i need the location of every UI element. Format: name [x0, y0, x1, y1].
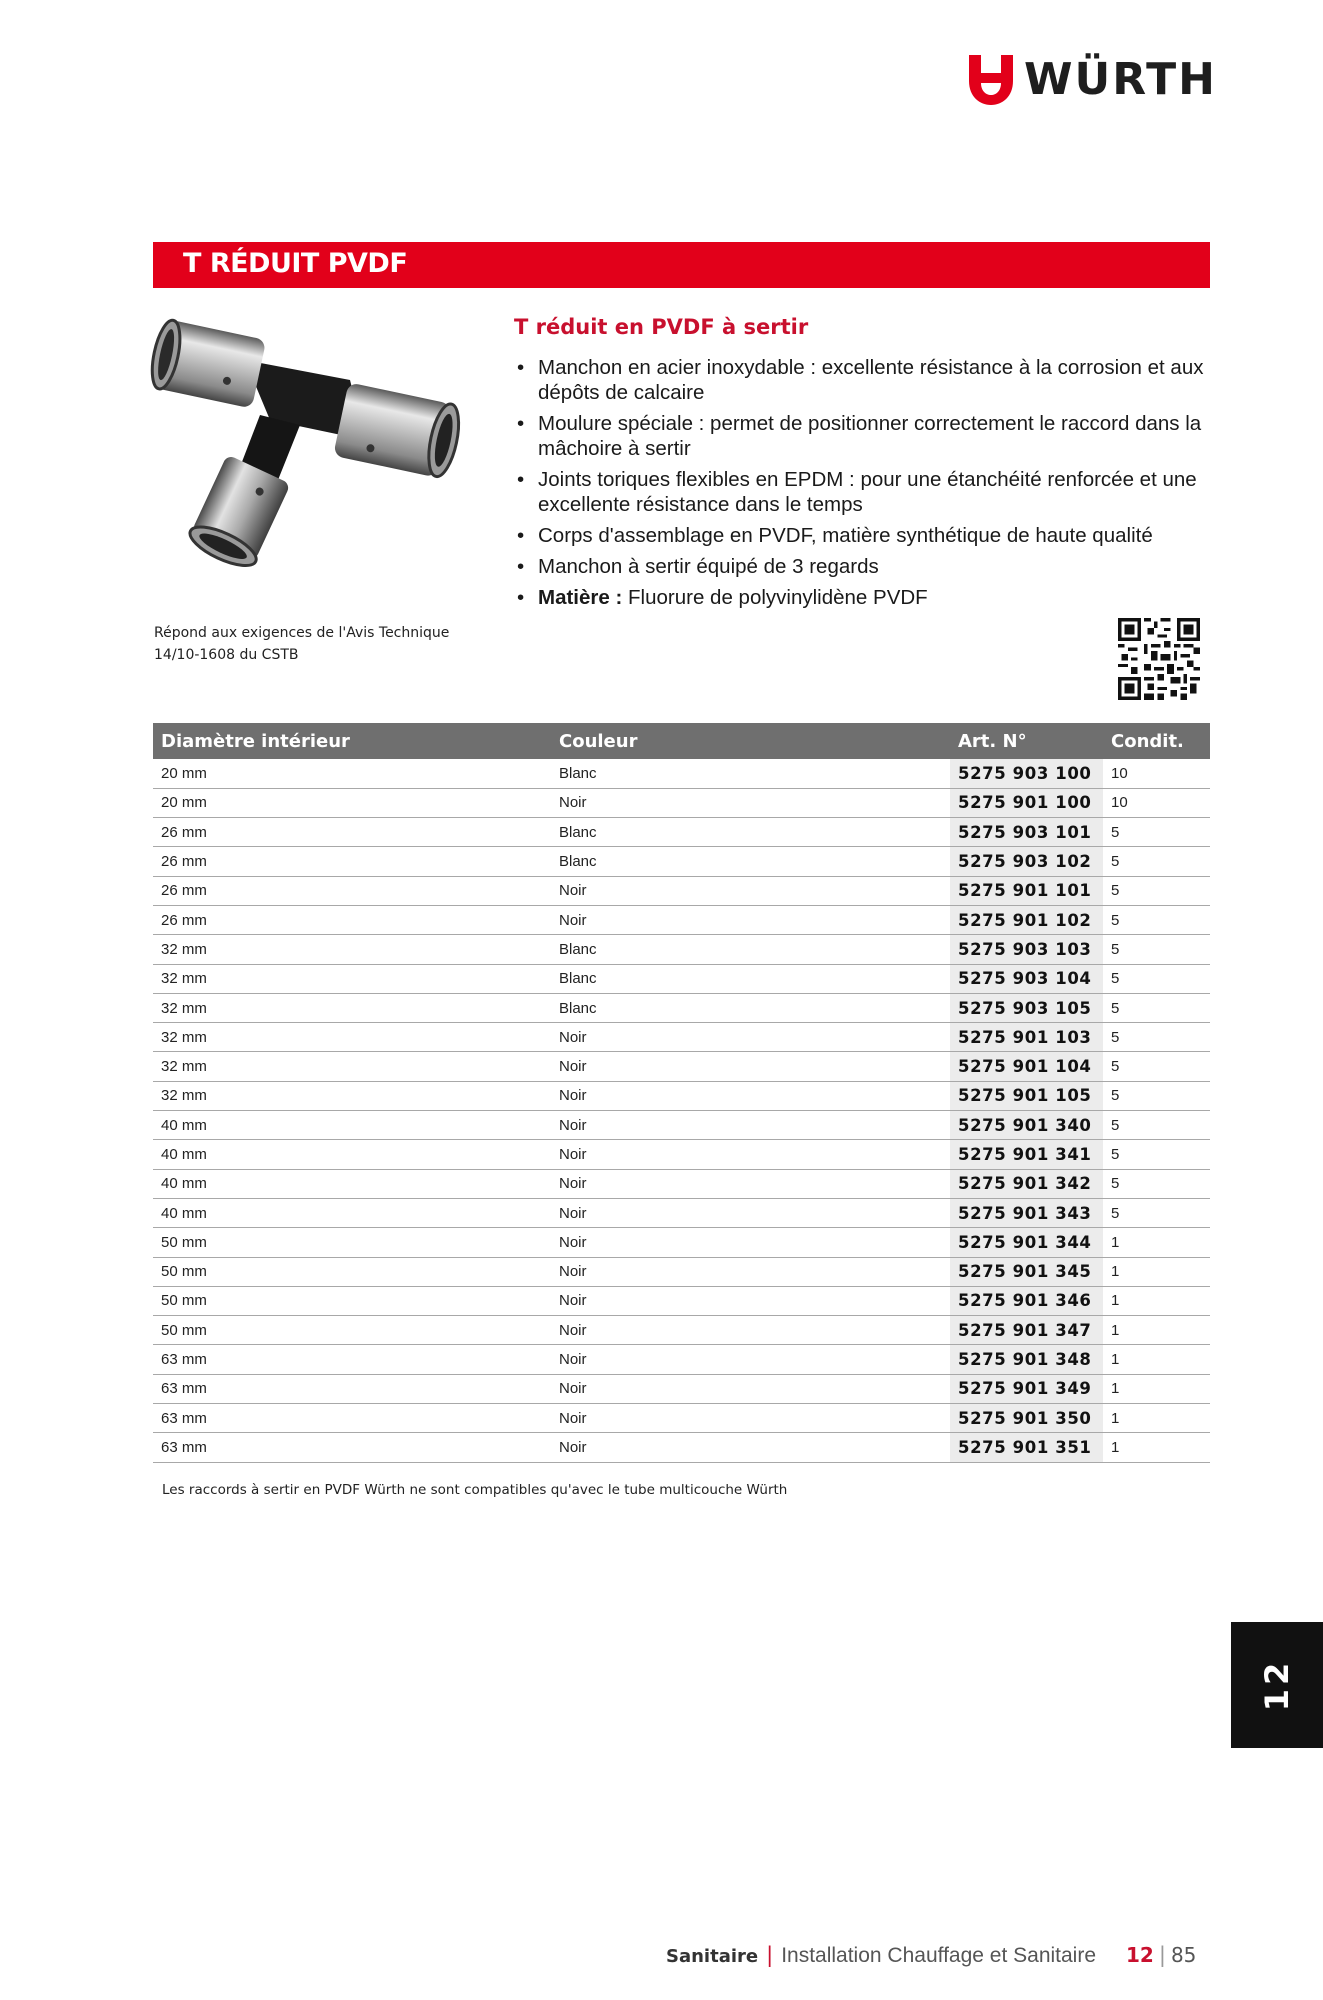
table-row: [153, 1316, 1210, 1345]
cell-color: Noir: [551, 1052, 950, 1081]
cell-color: Noir: [551, 1404, 950, 1433]
footer-page-number: 85: [1170, 1943, 1197, 1967]
cell-packaging: 1: [1103, 1316, 1210, 1345]
cell-packaging: 10: [1103, 788, 1210, 817]
cell-diameter: 40 mm: [153, 1169, 551, 1198]
wurth-logo-mark-icon: [966, 53, 1016, 107]
material-label: Matière :: [538, 586, 623, 609]
cell-article-number[interactable]: 5275 901 102: [950, 905, 1103, 934]
cell-packaging: 5: [1103, 1081, 1210, 1110]
wurth-logo: [966, 52, 1217, 108]
cell-article-number[interactable]: 5275 901 341: [950, 1140, 1103, 1169]
feature-item: • Corps d'assemblage en PVDF, matière synthétique de haute qualité: [514, 523, 1214, 548]
cell-color: Noir: [551, 1257, 950, 1286]
cell-color: Noir: [551, 905, 950, 934]
cell-color: Noir: [551, 1081, 950, 1110]
cell-packaging: 5: [1103, 1198, 1210, 1227]
cell-article-number[interactable]: 5275 901 349: [950, 1374, 1103, 1403]
table-row: [153, 993, 1210, 1022]
cell-packaging: 1: [1103, 1374, 1210, 1403]
cell-diameter: 50 mm: [153, 1228, 551, 1257]
feature-item-material: [514, 585, 1214, 610]
cell-packaging: 5: [1103, 1169, 1210, 1198]
table-row: [153, 788, 1210, 817]
article-table: [153, 723, 1210, 1463]
chapter-tab-number: 12: [1258, 1658, 1296, 1712]
cell-color: Noir: [551, 788, 950, 817]
footer-chapter: 12: [1126, 1943, 1154, 1967]
cell-diameter: 32 mm: [153, 935, 551, 964]
table-row: [153, 1286, 1210, 1315]
cell-article-number[interactable]: 5275 901 101: [950, 876, 1103, 905]
feature-item: • Manchon en acier inoxydable : excellente résistance à la corrosion et aux dépôts de calcaire: [514, 355, 1214, 405]
pvdf-tee-fitting-photo-icon: [150, 310, 490, 575]
qr-code-icon[interactable]: [1118, 618, 1200, 700]
cell-color: Noir: [551, 876, 950, 905]
table-row: [153, 1169, 1210, 1198]
cell-article-number[interactable]: 5275 903 101: [950, 818, 1103, 847]
table-row: [153, 876, 1210, 905]
cell-diameter: 50 mm: [153, 1286, 551, 1315]
footer-section: Sanitaire: [666, 1946, 759, 1967]
cell-color: Noir: [551, 1286, 950, 1315]
cell-article-number[interactable]: 5275 903 105: [950, 993, 1103, 1022]
table-row: [153, 818, 1210, 847]
col-header-packaging: Condit.: [1103, 723, 1210, 759]
cell-article-number[interactable]: 5275 901 342: [950, 1169, 1103, 1198]
cell-diameter: 40 mm: [153, 1198, 551, 1227]
cell-article-number[interactable]: 5275 903 100: [950, 759, 1103, 788]
cell-article-number[interactable]: 5275 903 104: [950, 964, 1103, 993]
cell-article-number[interactable]: 5275 901 100: [950, 788, 1103, 817]
chapter-tab[interactable]: [1231, 1622, 1323, 1748]
cell-color: Noir: [551, 1345, 950, 1374]
feature-item: • Joints toriques flexibles en EPDM : pour une étanchéité renforcée et une excellente résistance dans le temps: [514, 467, 1214, 517]
table-row: [153, 1345, 1210, 1374]
cell-color: Noir: [551, 1169, 950, 1198]
table-row: [153, 1404, 1210, 1433]
cell-packaging: 5: [1103, 964, 1210, 993]
section-title: T RÉDUIT PVDF: [183, 248, 408, 279]
table-row: [153, 1257, 1210, 1286]
cell-diameter: 63 mm: [153, 1345, 551, 1374]
table-row: [153, 964, 1210, 993]
cell-color: Blanc: [551, 847, 950, 876]
cell-color: Noir: [551, 1140, 950, 1169]
cell-article-number[interactable]: 5275 901 351: [950, 1433, 1103, 1462]
cell-packaging: 5: [1103, 1111, 1210, 1140]
cell-diameter: 32 mm: [153, 1081, 551, 1110]
table-row: [153, 1052, 1210, 1081]
feature-list: [514, 355, 1214, 616]
feature-item: • Moulure spéciale : permet de positionner correctement le raccord dans la mâchoire à sertir: [514, 411, 1214, 461]
section-title-band: [153, 242, 1210, 288]
cell-packaging: 5: [1103, 1140, 1210, 1169]
cell-diameter: 50 mm: [153, 1316, 551, 1345]
material-value: Fluorure de polyvinylidène PVDF: [628, 586, 928, 609]
cell-diameter: 40 mm: [153, 1140, 551, 1169]
table-row: [153, 1198, 1210, 1227]
table-body: [153, 759, 1210, 1462]
cell-diameter: 20 mm: [153, 788, 551, 817]
cell-color: Noir: [551, 1023, 950, 1052]
table-row: [153, 759, 1210, 788]
cell-packaging: 1: [1103, 1345, 1210, 1374]
cell-article-number[interactable]: 5275 901 346: [950, 1286, 1103, 1315]
cell-packaging: 5: [1103, 993, 1210, 1022]
cell-diameter: 26 mm: [153, 847, 551, 876]
table-row: [153, 1228, 1210, 1257]
cell-color: Noir: [551, 1433, 950, 1462]
table-header-row: [153, 723, 1210, 759]
col-header-article-number: Art. N°: [950, 723, 1103, 759]
cell-diameter: 32 mm: [153, 993, 551, 1022]
cell-packaging: 10: [1103, 759, 1210, 788]
table-row: [153, 1374, 1210, 1403]
cell-article-number[interactable]: 5275 901 350: [950, 1404, 1103, 1433]
footer-page-separator: |: [1158, 1943, 1166, 1967]
cell-diameter: 40 mm: [153, 1111, 551, 1140]
cell-color: Noir: [551, 1198, 950, 1227]
cell-diameter: 32 mm: [153, 1023, 551, 1052]
cell-article-number[interactable]: 5275 901 345: [950, 1257, 1103, 1286]
table-row: [153, 935, 1210, 964]
cell-diameter: 32 mm: [153, 964, 551, 993]
cell-diameter: 32 mm: [153, 1052, 551, 1081]
cell-packaging: 1: [1103, 1257, 1210, 1286]
cell-packaging: 5: [1103, 905, 1210, 934]
cell-diameter: 63 mm: [153, 1433, 551, 1462]
cell-article-number[interactable]: 5275 903 103: [950, 935, 1103, 964]
cell-article-number[interactable]: 5275 901 340: [950, 1111, 1103, 1140]
cell-color: Noir: [551, 1228, 950, 1257]
cell-diameter: 50 mm: [153, 1257, 551, 1286]
cell-color: Blanc: [551, 759, 950, 788]
cell-packaging: 5: [1103, 1023, 1210, 1052]
cell-packaging: 5: [1103, 847, 1210, 876]
table-row: [153, 1023, 1210, 1052]
cell-color: Blanc: [551, 818, 950, 847]
compatibility-footnote: Les raccords à sertir en PVDF Würth ne sont compatibles qu'avec le tube multicouche Würth: [162, 1482, 788, 1498]
cell-article-number[interactable]: 5275 901 348: [950, 1345, 1103, 1374]
table-row: [153, 847, 1210, 876]
cell-article-number[interactable]: 5275 901 343: [950, 1198, 1103, 1227]
cell-article-number[interactable]: 5275 901 104: [950, 1052, 1103, 1081]
cell-packaging: 1: [1103, 1286, 1210, 1315]
table-row: [153, 1433, 1210, 1462]
cell-packaging: 1: [1103, 1404, 1210, 1433]
cell-packaging: 1: [1103, 1228, 1210, 1257]
footer-subsection: Installation Chauffage et Sanitaire: [781, 1944, 1097, 1967]
cell-packaging: 1: [1103, 1433, 1210, 1462]
cell-diameter: 63 mm: [153, 1404, 551, 1433]
table-row: [153, 905, 1210, 934]
cell-diameter: 20 mm: [153, 759, 551, 788]
cell-color: Noir: [551, 1316, 950, 1345]
feature-item: • Manchon à sertir équipé de 3 regards: [514, 554, 1214, 579]
cell-diameter: 63 mm: [153, 1374, 551, 1403]
cell-packaging: 5: [1103, 818, 1210, 847]
cell-article-number[interactable]: 5275 901 344: [950, 1228, 1103, 1257]
product-subtitle: T réduit en PVDF à sertir: [514, 315, 809, 339]
table-row: [153, 1081, 1210, 1110]
cell-color: Blanc: [551, 964, 950, 993]
table-row: [153, 1140, 1210, 1169]
cell-article-number[interactable]: 5275 903 102: [950, 847, 1103, 876]
footer-separator: |: [766, 1943, 774, 1967]
col-header-color: Couleur: [551, 723, 950, 759]
cell-article-number[interactable]: 5275 901 105: [950, 1081, 1103, 1110]
cell-packaging: 5: [1103, 1052, 1210, 1081]
cell-article-number[interactable]: 5275 901 347: [950, 1316, 1103, 1345]
cell-packaging: 5: [1103, 876, 1210, 905]
table-row: [153, 1111, 1210, 1140]
cell-diameter: 26 mm: [153, 905, 551, 934]
page-footer: [666, 1943, 1196, 1968]
cell-color: Blanc: [551, 993, 950, 1022]
col-header-diameter: Diamètre intérieur: [153, 723, 551, 759]
certification-note: Répond aux exigences de l'Avis Technique 14/10-1608 du CSTB: [154, 625, 450, 663]
cell-color: Noir: [551, 1111, 950, 1140]
cell-diameter: 26 mm: [153, 818, 551, 847]
cell-color: Blanc: [551, 935, 950, 964]
cell-color: Noir: [551, 1374, 950, 1403]
brand-name: WÜRTH: [1024, 54, 1218, 105]
cell-packaging: 5: [1103, 935, 1210, 964]
cell-article-number[interactable]: 5275 901 103: [950, 1023, 1103, 1052]
cell-diameter: 26 mm: [153, 876, 551, 905]
